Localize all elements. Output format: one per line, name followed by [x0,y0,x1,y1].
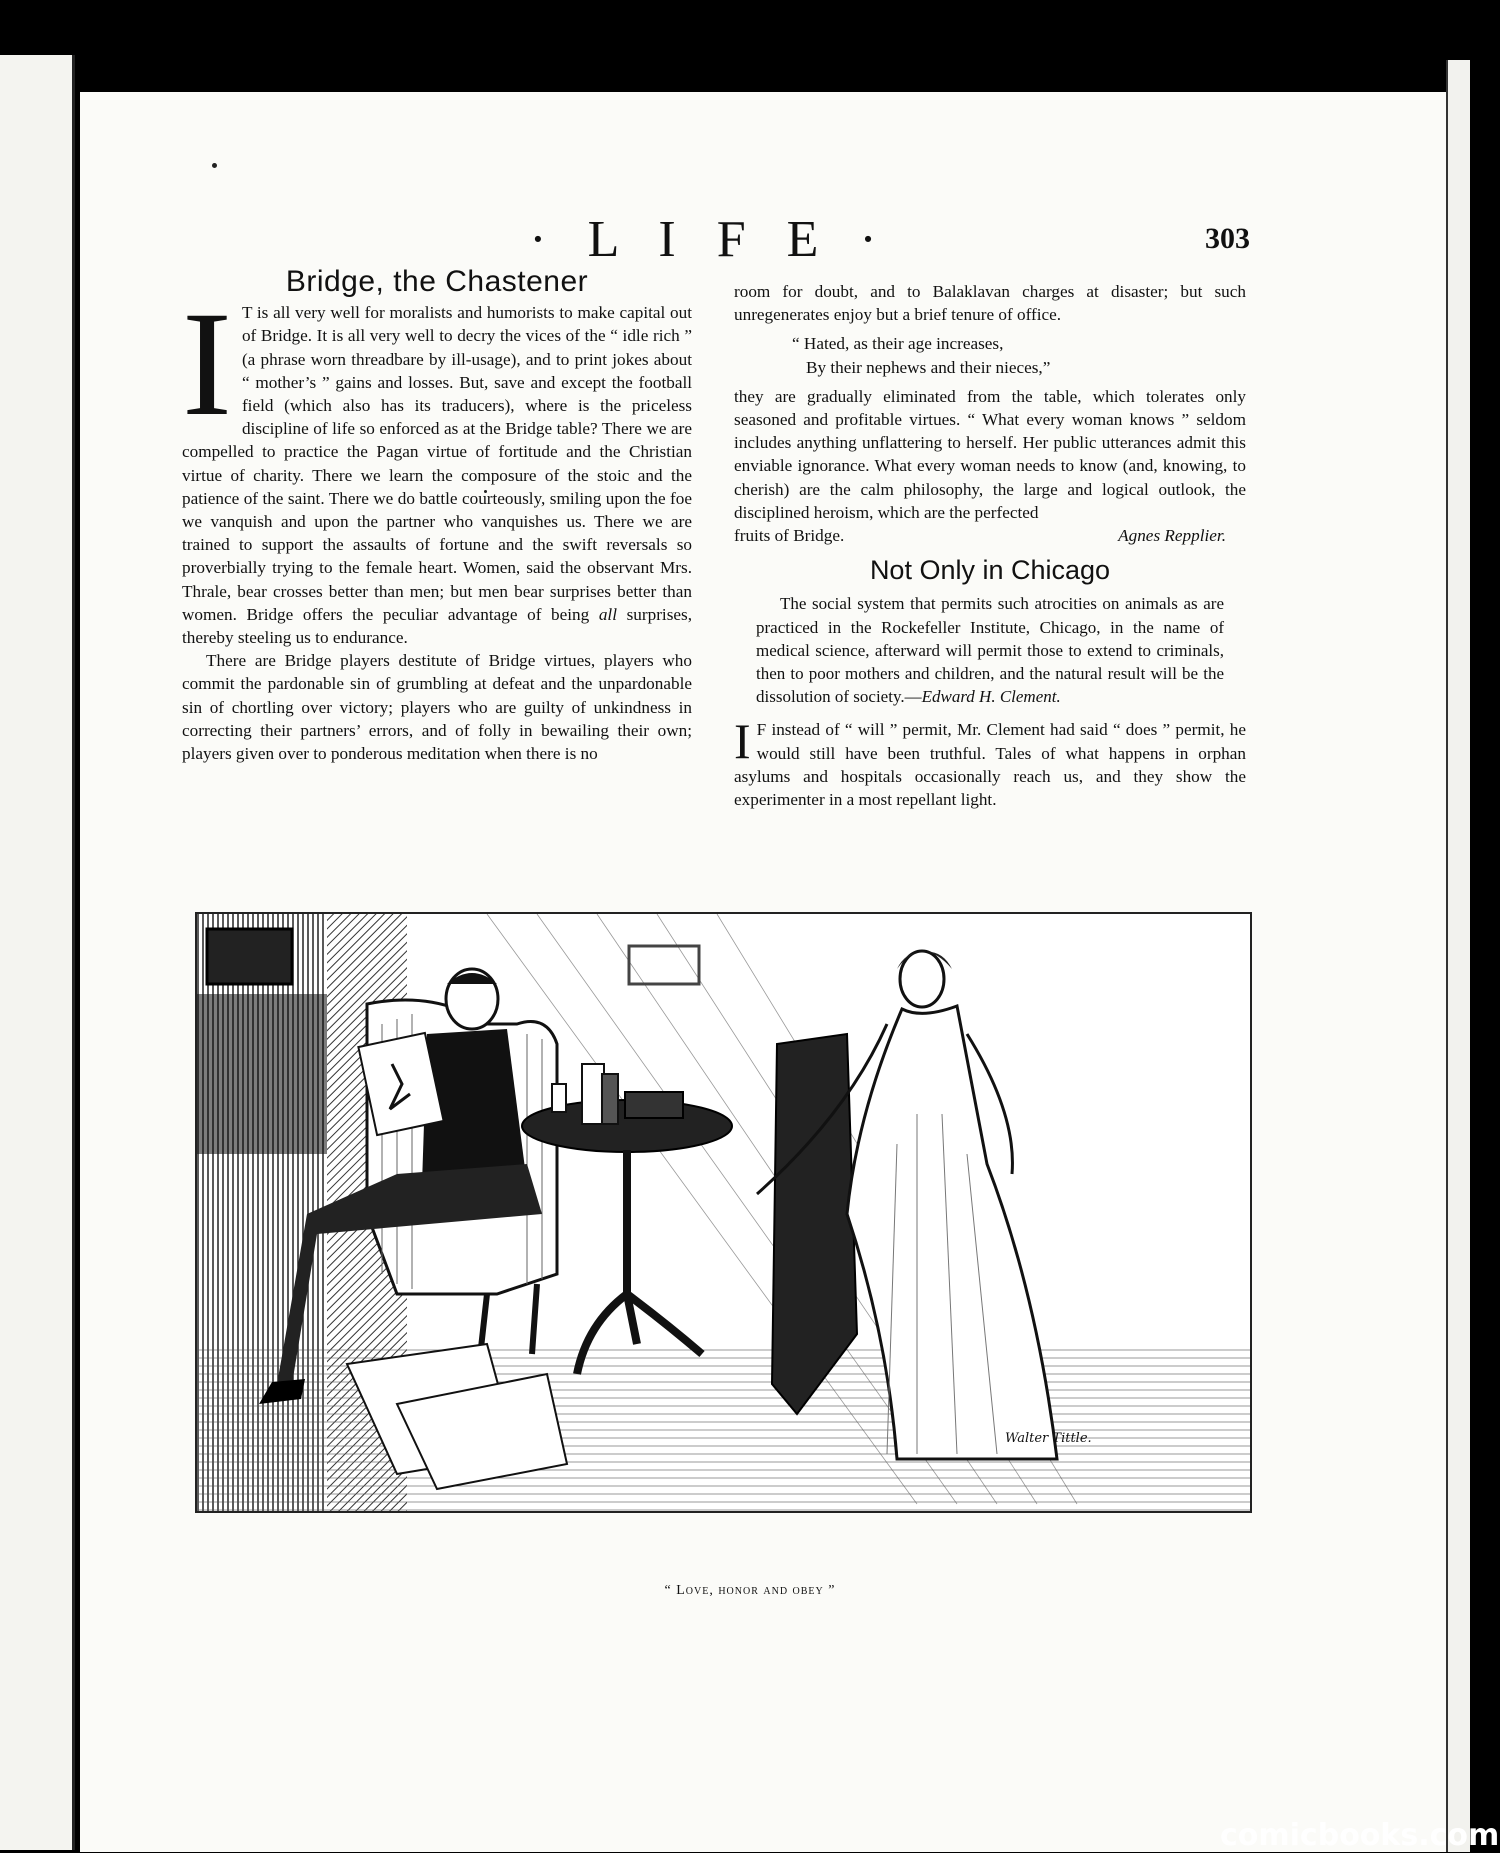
article-title: Not Only in Chicago [869,555,1111,586]
left-page-edge [0,55,75,1850]
magazine-masthead: · L I F E · [529,211,891,268]
article-title: Bridge, the Chastener [285,265,589,298]
quote-author: Edward H. Clement. [921,687,1061,707]
print-speck [212,163,217,168]
bottle [602,1074,618,1124]
signature-line [734,524,1246,547]
picture-frame [207,929,292,984]
man-hair [447,973,497,984]
article-paragraph: There are Bridge players destitute of Bridge virtues, players who commit the pardonable sin of grumbling at defeat and the unpardonable sin of chortling over victory; players who are guilty of unkindness in correcting their partners’ errors, and of folly in bewailing their own; players given over to ponderous meditation when there is no [182,651,692,764]
artist-signature: Walter Tittle. [1005,1431,1092,1446]
illustration-drawing [197,914,1250,1511]
article-paragraph: they are gradually eliminated from the table, which tolerates only seasoned and profitable virtues. “ What every woman knows ” seldom includes anything unflattering to herself. Her public utterances admit this enviable ignorance. What every woman needs to know (and, knowing, to cherish) are the calm philosophy, the large and logical outlook, the disciplined heroism, which are the perfected [734,386,1246,522]
verse-line: By their nephews and their nieces,” [806,357,1051,377]
block-quote: The social system that permits such atrocities on animals as are practiced in the Rockefeller Institute, Chicago, in the name of medical science, afterward will permit those to extend to criminals, then to poor mothers and children, and the natural result will be the dissolution of society.—Edward H. Clement. [756,594,1224,707]
siphon-bottle [582,1064,604,1124]
woman-head [900,951,944,1007]
article-bridge [182,265,692,765]
page-number: 303 [1205,222,1250,255]
illustration-caption: “ Love, honor and obey ” [664,1583,836,1598]
article-paragraph: I T is all very well for moralists and humorists to make capital out of Bridge. It is all very well to decry the vices of the “ idle rich ” (a phrase worn threadbare by ill-usage), and to print jokes about “ mother’s ” gains and losses. But, save and except the football field (which also has its traducers), where is the priceless discipline of life so enforced as at the Bridge table? There we are compelled to practice the Pagan virtue of fortitude and the Christian virtue of charity. There we learn the composure of the stoic and the patience of the saint. There we do battle courteously, smiling upon the foe we vanquish and upon the partner who vanquishes us. There we are trained to support the assaults of fortune and the swift reversals so proverbially trying to the female heart. Women, said the observant Mrs. Thrale, bear crosses better than men; but men bear surprises better than women. Bridge offers the peculiar advantage of being all surprises, thereby steeling us to endurance. [182,281,692,648]
glass [552,1084,566,1112]
right-column [734,280,1246,811]
article-paragraph-end: fruits of Bridge. [734,526,845,546]
verse-quote [792,332,1246,378]
wall-picture [629,946,699,984]
right-page-edge [1446,60,1470,1852]
author-signature: Agnes Repplier. [1118,526,1226,546]
cigar-box [625,1092,683,1118]
article-paragraph: room for doubt, and to Balaklavan charges at disaster; but such unregenerates enjoy but a brief tenure of office. [734,282,1246,325]
drop-cap: I [182,281,232,448]
verse-line: “ Hated, as their age increases, [792,334,1004,354]
site-watermark: comicbooks.com [1220,1818,1500,1853]
illustration [195,912,1252,1513]
drop-cap: I [734,713,751,770]
article-paragraph: I F instead of “ will ” permit, Mr. Clement had said “ does ” permit, he would still have been truthful. Tales of what happens in orphan asylums and hospitals occasionally reach us, and they show the experimenter in a most repellant light. [734,713,1246,810]
